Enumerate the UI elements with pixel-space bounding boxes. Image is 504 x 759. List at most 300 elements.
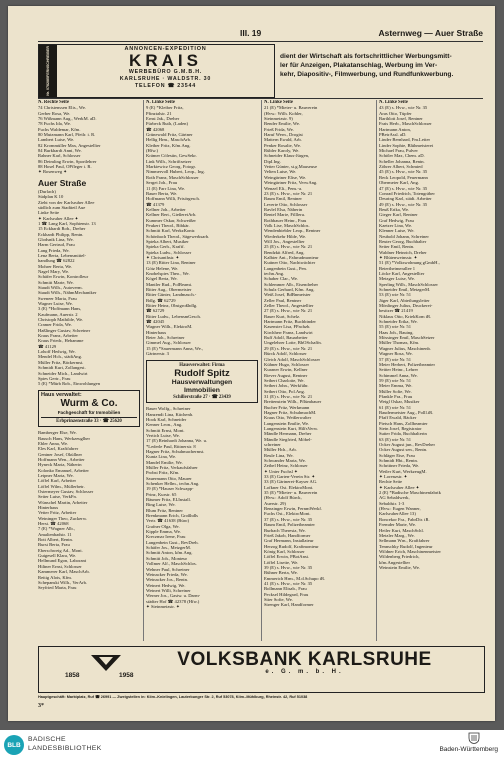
directory-entry: ☎ 42045 xyxy=(146,319,165,325)
directory-entry: Wendenbiebler Leop., Rentner xyxy=(264,228,321,234)
kraus-side-text-2: Nr. 0782/85 xyxy=(45,77,50,96)
directory-entry: 47 (E) s. Hvw., wie Nr. 35 xyxy=(379,185,428,191)
directory-entry: ✦ Chrisanthstr. ✦ xyxy=(146,254,180,260)
directory-entry: Kipple Emma, We. xyxy=(146,529,182,535)
coat-of-arms-icon xyxy=(468,732,480,744)
directory-entry: Benzinger Erwin, FernmWerkf. xyxy=(264,506,323,512)
directory-entry: Müller Thomas, Kfm. xyxy=(379,340,420,346)
kraus-advertisement xyxy=(38,44,275,98)
directory-entry: Pietsch Hans, Zollbeamter xyxy=(379,420,428,426)
street-section-heading: Auer Straße xyxy=(38,177,87,188)
directory-entry: Blum Fritz, Rentner xyxy=(146,507,183,513)
directory-entry: Volk Lise, MaschSchlos. xyxy=(264,222,310,228)
directory-entry: Seiter Emil, Rentn. xyxy=(379,244,415,250)
directory-entry: 74 Christenssen Elis., We. xyxy=(38,105,87,111)
directory-entry: Breitenstein Wilh., Pflümbauer xyxy=(264,399,322,405)
directory-entry: Seibert Charlotte, We. xyxy=(264,377,305,383)
directory-column-4 xyxy=(379,100,485,641)
directory-entry: Glodsnik Lina, We. xyxy=(38,236,74,242)
directory-entry: Weigl Oskar, Musiker xyxy=(379,399,420,405)
directory-entry: Seibert John., Werkführ. xyxy=(264,383,309,389)
directory-entry: Grafner Olga, We. xyxy=(146,523,180,529)
directory-entry: Hanzendi Lina, Küchenh. xyxy=(146,411,194,417)
section-rule xyxy=(38,98,483,99)
directory-entry: Sperling Wilh., MaschSchlosser xyxy=(379,281,438,287)
directory-entry: Schimmel Anna, We. xyxy=(379,372,418,378)
directory-entry: 76 Wißmann Aug., WerkM. aD. xyxy=(38,116,97,122)
directory-entry: Ritter Heinz, Obstgroßhdlg. xyxy=(146,303,198,309)
directory-entry: Schwander Maria, We. xyxy=(264,458,306,464)
directory-entry: (Hvw.: Eugen Wanner, xyxy=(379,506,421,512)
directory-entry: Nimmervoll Hubert, Leop., Ing. xyxy=(146,169,205,175)
directory-entry: Linder Sophie, Blühmeisterei xyxy=(379,142,434,148)
directory-entry: Bendzkit Alfred, Ang. xyxy=(264,249,305,255)
directory-entry: Fuchs Ost., ElektroMont. xyxy=(264,511,311,517)
blb-logo-icon[interactable]: BLB xyxy=(4,735,24,755)
directory-entry: Leverte Otto, Schlosser xyxy=(264,201,308,207)
spitz-advertisement xyxy=(146,360,258,404)
directory-entry: städter Hof ☎ 42378 (Hfw.) xyxy=(146,598,200,604)
directory-entry: Schaber Clar., We. xyxy=(264,276,299,282)
directory-entry: 17 (E) Reinhardt Johanna, We. u. xyxy=(146,438,208,444)
directory-entry: 45 (E) s. Hvw., wie Nr. 35 xyxy=(379,169,428,175)
directory-entry: ✦ Rosenweg ✦ xyxy=(38,169,68,175)
directory-entry: Schmitt Marie, We. xyxy=(38,279,74,285)
directory-entry: Kühner Hugo, Schlosser xyxy=(264,361,310,367)
directory-entry: (Hvw.: Adolf Bürck, xyxy=(264,495,302,501)
directory-entry: Mönlinger Julius, Druckerei- xyxy=(379,303,433,309)
directory-entry: Langenstein Emilie, We. xyxy=(264,420,310,426)
wurm-ad-line: Fachgeschäft für Immobilien xyxy=(57,409,121,415)
column-side-heading: N. Rechte Seite xyxy=(38,100,70,105)
directory-column-1 xyxy=(38,100,140,641)
kraus-line-3: WERBEBÜRO G.M.B.H. xyxy=(128,69,203,75)
directory-entry: Rothbauer Heinr., Frau xyxy=(264,217,307,223)
directory-entry: Auerstr. 29) xyxy=(264,500,286,506)
directory-entry: Reuter Georg, Buchhalter xyxy=(379,238,427,244)
directory-entry: Wagner Rosa, We. xyxy=(379,351,413,357)
directory-entry: 35 (E) *Mieter- u. Bauverein xyxy=(264,490,318,496)
directory-entry: Hellig Hrm., MaschArb. xyxy=(146,137,192,143)
directory-entry: Roth Franz, MaschSchlosser xyxy=(146,174,199,180)
directory-entry: 7 (E) *Wagner Alb., xyxy=(38,526,76,532)
directory-entry: Grünewald Fritz, Gärtner xyxy=(146,132,193,138)
volksbank-name: VOLKSBANK KARLSRUHE xyxy=(177,649,432,670)
directory-entry: Löffel Karl, Arbeiter xyxy=(38,478,77,484)
directory-entry: Schmidt Hbt., Rentn. xyxy=(379,458,418,464)
wurm-advertisement xyxy=(38,390,140,428)
directory-entry: Lenz Berta, Lebensmittel- xyxy=(38,252,87,258)
directory-entry: Mendel Hch., städtAng. xyxy=(38,354,83,360)
directory-entry: ☎ 42068 xyxy=(146,126,165,132)
directory-entry: Südplan K 10 xyxy=(38,194,64,200)
directory-entry: Löffel Lisette, We. xyxy=(264,559,299,565)
directory-entry: Lang Frieda, We. xyxy=(38,247,70,253)
volksbank-advertisement xyxy=(38,646,485,693)
directory-entry: Kuntz Lina, We. xyxy=(146,454,177,460)
directory-entry: Bott Albert, Rentn. xyxy=(38,537,73,543)
directory-entry: Hook Karl, Schneider xyxy=(146,416,187,422)
directory-entry: Vetter Günter, st.g.Mauseuse xyxy=(264,164,318,170)
directory-entry: Weinert Hedwig, We. xyxy=(146,582,186,588)
directory-entry: 27 (E) s. Hvw., wie Nr. 21 xyxy=(264,308,313,314)
page-number: III. 19 xyxy=(240,28,262,38)
directory-entry: Cramer Frida, We. xyxy=(38,322,72,328)
directory-entry: Hagner Fritz, SchuhmachM. xyxy=(264,409,317,415)
directory-entry: Ernst Jak., Dreher xyxy=(146,116,180,122)
volksbank-logo-icon xyxy=(91,655,121,671)
wurm-ad-name: Wurm & Co. xyxy=(60,397,118,409)
directory-entry: Schmidt Kurt, Zollangest. xyxy=(38,365,86,371)
directory-entry: 86 Deimling Erwin, Sportlehrer xyxy=(38,158,97,164)
directory-entry: Gieger Karl, Rentner xyxy=(379,212,418,218)
directory-entry: Rahner Karl, Schlosser xyxy=(38,153,81,159)
directory-entry: Linder Bernhard, Fm.Leiter xyxy=(379,137,431,143)
directory-entry: Kuraner Erwin, Kellner xyxy=(264,367,308,373)
kraus-line-1: ANNONCEN-EXPEDITION xyxy=(124,46,207,52)
directory-entry: (Durlach) xyxy=(38,188,56,194)
directory-entry: Schäfer Jos., MetzgerM. xyxy=(146,545,192,551)
directory-entry: Conrad Friedrich, Totengräber xyxy=(379,190,435,196)
directory-entry: Hoffmann Wen., Arbeiter xyxy=(38,456,85,462)
directory-entry: Krämer Cölestin, GewSekr. xyxy=(146,153,197,159)
directory-entry: 41 (E) s. Hvw., wie Nr. 35 xyxy=(264,580,313,586)
directory-entry: Hinterhaus xyxy=(146,329,167,335)
directory-entry: PBetrAssl. aD. xyxy=(379,132,407,138)
wurm-ad-line: Haus verwaltet: xyxy=(41,391,82,398)
directory-entry: Weiler Kurt, WerkzeugM. xyxy=(379,468,427,474)
directory-entry: handlung ☎ 62822 xyxy=(38,258,75,264)
directory-entry: Zeller Paul, Rentner xyxy=(264,297,302,303)
spitz-ad-name: Rudolf Spitz xyxy=(174,367,230,379)
directory-entry: Beck Leopold, Feuermann xyxy=(379,174,428,180)
directory-entry: Burst Berta, Frau xyxy=(38,542,70,548)
directory-entry: Rechte Seite xyxy=(379,479,403,485)
directory-entry: Bauer Berta, We. xyxy=(146,190,178,196)
directory-entry: Ebler Anna, We. xyxy=(38,440,69,446)
directory-entry: Langenbein Gust., RevDreh. xyxy=(146,539,199,545)
directory-entry: Ritter Günter, Landmasch.- xyxy=(146,292,197,298)
kraus-side-bar xyxy=(39,45,57,97)
directory-entry: Riever August, Rentner xyxy=(264,372,308,378)
directory-entry: Ritter Ludw., LebensmGesch. xyxy=(146,313,201,319)
directory-entry: 78 Fuchs Ida, We. xyxy=(38,121,72,127)
directory-entry: Gentner Josef, Oküllner xyxy=(38,451,83,457)
directory-entry: Staudt Wilh., NähmMechaniker xyxy=(38,290,97,296)
directory-entry: Tennschky Rudolf, Ingenieur xyxy=(379,543,433,549)
column-divider xyxy=(376,100,377,641)
directory-entry: Seyfried Marta, Frau xyxy=(38,585,77,591)
directory-page xyxy=(8,6,495,721)
directory-entry: Lohoff Hedwig, We. xyxy=(38,349,76,355)
directory-entry: Vertich Luise, We. xyxy=(146,432,180,438)
directory-entry: 80 Mutzmann Karl, Pfeilr. i. R. xyxy=(38,132,96,138)
library-footer-bar xyxy=(0,730,504,759)
directory-entry: Sergei Joh., Frau xyxy=(146,180,178,186)
directory-entry: Baudermeister Aug., Polll.iR. xyxy=(379,409,434,415)
directory-entry: Boncekor Fra., FabrDir. iR. xyxy=(379,516,430,522)
directory-entry: Bühner Berta, We. xyxy=(264,570,298,576)
directory-entry: Ostermeyer Gustav, Schlosser xyxy=(38,489,94,494)
directory-entry: Weinacker Frieda, We. xyxy=(146,571,188,577)
directory-entry: ✦ Unter Fuchsl ✦ xyxy=(264,468,298,474)
directory-entry: Herst. ☎ 42068 xyxy=(38,521,69,527)
directory-entry: Spieka Gerh., Kraftf. xyxy=(146,244,185,250)
directory-entry: Rübler Karoly, We. xyxy=(264,148,300,154)
directory-entry: KarlsruherAllee 13) xyxy=(379,511,416,517)
directory-entry: Probst Fritz, Kfm. xyxy=(146,470,180,476)
directory-entry: Steinmetzstr. 9) xyxy=(264,116,293,122)
directory-entry: Metzger Luise, We. xyxy=(379,276,416,282)
directory-entry: 33 (E) Garten-Verein Str. ✦ xyxy=(264,474,316,480)
directory-entry: Meier Herbert, Polizeibeamter xyxy=(379,361,435,367)
directory-entry: Haruf Wern., Drogist xyxy=(264,132,303,138)
directory-column-3 xyxy=(264,100,373,641)
directory-entry: 3 (E) *Hoffmann Hans, xyxy=(38,306,82,312)
directory-entry: Penker Rosalie, We. xyxy=(264,142,302,148)
directory-entry: Markiewicz Georg, Fotogr. xyxy=(146,164,196,170)
volksbank-legal-form: e. G. m. b. H. xyxy=(265,669,344,675)
directory-entry: Wagner Wilh., ElektroM. xyxy=(146,324,193,330)
directory-entry: Schneider Mich., Landwirt xyxy=(38,370,88,376)
directory-entry: Götz Helene, We. xyxy=(146,265,179,271)
directory-entry: Sebaldstr. 1-3 xyxy=(379,500,405,506)
directory-entry: Wünschel Martin, Arbeiter xyxy=(38,499,88,505)
directory-entry: Meier Emma, We. xyxy=(379,383,413,389)
directory-entry: Bdlg. ☎ 62729 xyxy=(146,297,176,303)
directory-entry: 84 Burkhardt Anni, We. xyxy=(38,148,82,154)
directory-entry: Vollmer Alf., MaschSchlos. xyxy=(146,561,197,567)
directory-entry: Ungelehrer Lotte, BbOSchaffn. xyxy=(264,340,322,346)
directory-entry: Bürck Adolf, Schlosser xyxy=(264,351,307,357)
directory-entry: Wenzel Eli., Pens.-a. xyxy=(264,185,303,191)
directory-entry: Spieka Albert, Musiker xyxy=(146,238,189,244)
directory-entry: Bender Emilie, We. xyxy=(264,121,301,127)
directory-entry: Eckhardt Philipp, Rentn. xyxy=(38,231,84,237)
directory-entry: Vetter Fritz, Arbeiter xyxy=(38,510,77,516)
directory-entry: Kenner Leon., Ang. xyxy=(146,422,183,428)
directory-entry: Schöler Max, Chem. aD. xyxy=(379,153,425,159)
directory-entry: besitzer ☎ 21419 xyxy=(379,308,413,314)
directory-entry: 19 (E) *Hauser Schwapp- xyxy=(146,486,194,492)
directory-entry: Schmitt Ernst, Mont. xyxy=(146,427,185,433)
ad-text-line: kehr, Diapositiv-, Filmwerbung, und Rundfunkwerbung. xyxy=(280,71,454,78)
directory-entry: Nagel Mary, We. xyxy=(38,268,70,274)
library-name[interactable] xyxy=(28,736,102,753)
column-divider xyxy=(143,100,144,641)
directory-entry: Spieka Ludw., Schlosser xyxy=(146,249,192,255)
directory-entry: Beuß Erika, We. xyxy=(379,206,410,212)
directory-entry: Lofkner Ost. ElektroMont. xyxy=(264,484,314,490)
directory-entry: 88 Hosel Paul, OPfleger i. R. xyxy=(38,164,92,170)
state-name[interactable]: Baden-Württemberg xyxy=(439,746,498,753)
directory-entry: Müller Sofie, We. xyxy=(379,388,412,394)
directory-entry: kfm.Angestellter xyxy=(379,559,410,565)
directory-entry: Vertr. ☎ 41638 (Büro) xyxy=(146,518,189,524)
directory-entry: Hagner Fritz, Schuhmachermst. xyxy=(146,448,205,454)
directory-entry: Sutter Frida, Buchhalterin xyxy=(379,431,427,437)
directory-entry: Jäger Karl, Abteilungsleiter xyxy=(379,297,430,303)
directory-entry: Prinz, Kurstr. 65 xyxy=(146,491,177,497)
directory-entry: Kraus Friedr., Hebamme xyxy=(38,338,84,344)
directory-entry: Neubold Johann, Schreiner xyxy=(379,233,429,239)
directory-entry: Ruff Adolf, Bauarbeiter xyxy=(264,335,308,341)
directory-entry: ☎ 62729 xyxy=(146,308,165,314)
directory-entry: 13 (E) Ritter Lina, Rentner xyxy=(146,260,196,266)
directory-entry: 9 (E) *Kleiber Fritz, xyxy=(146,105,184,111)
directory-entry: Ravlel Elsa, Näherin xyxy=(264,206,303,212)
kraus-name: KRAIS xyxy=(129,51,202,70)
directory-entry: Klenner Luise, We. xyxy=(379,228,415,234)
directory-entry: Wehner Paul, Schreiner xyxy=(146,566,190,572)
directory-entry: Pfinztalstr. 21 xyxy=(146,110,172,116)
directory-entry: Graf Hermann, Installateur xyxy=(264,538,314,544)
directory-entry: Michael Frau, Pulver xyxy=(379,148,418,154)
directory-entry: Hellmund Egon, Laborant xyxy=(38,558,87,564)
directory-entry: Gerber Rosa, We. xyxy=(38,110,71,116)
directory-entry: 33 (E) Gärtnerei-Kayser AG. xyxy=(264,479,318,485)
directory-entry: Zieht von der Karlsruher Allee xyxy=(38,199,95,205)
directory-entry: Link Wilh., Schriftsetzer xyxy=(146,158,192,164)
directory-entry: ✦ Lorenzstr. ✦ xyxy=(379,474,408,480)
directory-entry: Stein Josef, Registrator xyxy=(379,425,422,431)
directory-entry: 29 (E) s. Hvw., wie Nr. 21 xyxy=(264,345,313,351)
directory-entry: Löcke Karl, Angestellter xyxy=(379,271,425,276)
directory-entry: Frieß Jakob, Handformer xyxy=(264,532,311,538)
directory-entry: Heiler Kurt, MaschSchl. xyxy=(379,527,424,533)
directory-entry: Kummer Oskar, Schweißer xyxy=(146,217,196,223)
directory-entry: 31 (E) s. Hvw., wie Nr. 21 xyxy=(264,393,313,399)
directory-entry: Gimmel Aug., Schlosser xyxy=(146,340,191,346)
directory-entry: Zeibel Heinz, Schlosser xyxy=(264,463,308,469)
directory-entry: Langenbein Gust., Pen. xyxy=(264,265,307,271)
directory-entry: Eberschweig Ad., Mont. xyxy=(38,547,83,553)
directory-entry: Wagner Luise, We. xyxy=(38,301,73,307)
directory-entry: Müller Fritz, Verkaufsfahrer xyxy=(146,464,198,470)
directory-entry: Kirchherr Franz, Landwirt xyxy=(264,329,313,335)
directory-entry: Ocker August jun., RevDreher xyxy=(379,442,436,447)
directory-entry: Beier Joh., Schreiner xyxy=(146,335,185,341)
directory-entry: Kuttner Otto, Nachtwächter xyxy=(264,260,316,266)
ad-text-line: dient der Wirtschaft als fortschrittlicher Werbungsmitt- xyxy=(280,53,452,60)
directory-entry: Eles Karl, Kraftfahrer xyxy=(38,446,79,452)
directory-entry: Seitter Heinr., Lehrer xyxy=(379,367,419,373)
directory-entry: Zeller Theod., Angestellter xyxy=(264,303,314,309)
directory-entry: Werner Jos., Gastw. u. Darm- xyxy=(146,593,201,599)
directory-entry: Beiertheimerallee 1 xyxy=(379,265,416,271)
directory-entry: Niklaus Otto, KriekKom iR. xyxy=(379,313,432,319)
directory-entry: Weingärtner Elise, We. xyxy=(264,174,307,180)
directory-entry: Kammerer Karl, MaschArb. xyxy=(38,569,90,575)
directory-entry: ✦ Steinmetzstr. ✦ xyxy=(146,603,180,609)
directory-entry: Mattern Ewald, Arb. xyxy=(264,137,302,143)
directory-entry: Sauermann Otto, Maurer xyxy=(146,475,192,481)
directory-entry: Schepanski Wilh., VerArb. xyxy=(38,579,88,585)
directory-entry: Bausch Hans, Werkzeuglher xyxy=(38,435,90,441)
directory-entry: Lambert Luise, We. xyxy=(38,137,75,143)
column-divider xyxy=(261,100,262,641)
directory-entry: Bauer Wolfg., Schreiner xyxy=(146,406,191,412)
spitz-ad-line: Hausverwaltet: Firma xyxy=(179,362,225,368)
directory-entry: Fuchs Waldemar, Kfm. xyxy=(38,126,81,132)
directory-entry: südlich zum Stadtteil Aue xyxy=(38,204,86,210)
directory-entry: Bucher Fritz, Werkmann xyxy=(264,404,310,410)
directory-entry: Deuring Karl, städt. Arbeiter xyxy=(379,196,432,202)
directory-entry: Pecksel Hildegard, Frau xyxy=(264,591,309,597)
directory-entry: Schneider Klaus-Jürgen, xyxy=(264,153,310,159)
directory-entry: Bollmann Elisab., Frau xyxy=(264,586,307,592)
directory-entry: Knobelspies Theo., We. xyxy=(146,271,190,276)
directory-entry: Ocker August sen., Rentn. xyxy=(379,447,428,453)
directory-entry: Kasenster Lisa, FPachzb. xyxy=(264,324,311,330)
directory-entry: Sellmann Wrn., Kraftfahrer xyxy=(379,538,430,544)
directory-entry: Weinert Willi, Schreiner xyxy=(146,587,191,593)
directory-entry: Mändle Siegfried, Möbel- xyxy=(264,436,312,442)
directory-entry: 5 (E) *Mürb Rob., Einwohlungen xyxy=(38,381,101,387)
directory-column-2 xyxy=(146,100,258,641)
directory-entry: Barthlott Josef, Rentner xyxy=(379,116,423,122)
directory-entry: Schenker Hellm., techn.Ang. xyxy=(146,481,200,486)
kraus-line-5: TELEFON ☎ 23544 xyxy=(135,83,196,89)
directory-entry: Weinstein Emilie, We. xyxy=(379,564,421,570)
directory-entry: Kellner Joh., Arbeiter xyxy=(146,206,186,212)
directory-entry: Kraus Otto, Weißerwalter xyxy=(264,415,312,421)
library-name-line-2: LANDESBIBLIOTHEK xyxy=(28,744,102,752)
directory-entry: 57 (E) wie Nr. 51 xyxy=(379,356,412,362)
directory-entry: Amalienbadstr. 11 xyxy=(38,531,72,537)
footer-mark: 3* xyxy=(38,703,44,709)
directory-entry: 55 (E) wie Nr. 51 xyxy=(379,324,412,330)
directory-entry: Schlemmer Alb., Eisendreher xyxy=(264,281,319,287)
directory-entry: Strenger Karl, Handformer xyxy=(264,602,314,608)
directory-entry: Schrittner Frieda, We. xyxy=(379,463,420,469)
directory-entry: Fürbeck Ruth, (Laden) xyxy=(146,121,188,127)
directory-entry: Haßlinger Gustav, Schreiner xyxy=(38,327,91,333)
directory-entry: Kreczmar Irene, Frau xyxy=(146,534,186,540)
directory-entry: Schmitt Karl, WerkzKontr. xyxy=(146,228,196,234)
directory-entry: (Hvw.: Wilh. Kohler, xyxy=(264,110,303,116)
directory-entry: Pfankle Fra., Frau xyxy=(379,393,413,399)
spitz-ad-line: Hausverwaltungen xyxy=(171,378,233,386)
directory-entry: Schulz Gerhard, Kfm. Ang. xyxy=(264,287,315,293)
directory-entry: Kögel Berta, We. xyxy=(146,276,178,282)
directory-entry: Löffel Erwin, PBotAnst. xyxy=(264,554,310,560)
directory-entry: Schmitt Anton, kfm.Ang. xyxy=(146,550,193,556)
directory-entry: Sweneer Maria, Frau xyxy=(38,295,77,301)
directory-entry: Wagner Julius, Maschinenb. xyxy=(379,345,431,351)
directory-entry: Kalbier Ant., Fahrradmonteur xyxy=(264,254,319,260)
directory-entry: Kraus Franz, Arbeiter xyxy=(38,333,78,339)
directory-entry: Weingärtner Fritz, VerwAng. xyxy=(264,180,318,186)
directory-entry: ☎ 41129 xyxy=(38,343,57,349)
directory-entry: techn.Ang. xyxy=(264,271,285,276)
directory-entry: ☎ 41379 xyxy=(146,201,165,207)
directory-entry: Wiederkehr Hilde, We. xyxy=(264,233,307,239)
directory-entry: Kaetzer Lina, We. xyxy=(379,222,413,228)
directory-entry: Peukert Theod., Bibkär. xyxy=(146,222,190,228)
directory-entry: Baum Emil, Polizeibeamter xyxy=(264,522,315,528)
directory-entry: Fremder Marie, We. xyxy=(379,522,417,528)
directory-entry: (Hfw.) xyxy=(146,148,159,154)
directory-entry: DipI.Ing. xyxy=(264,158,281,164)
directory-entry: Baum Emil, Rentner xyxy=(264,196,302,202)
directory-entry: Kleiber Fritz, Kfm.Ang. xyxy=(146,142,191,148)
directory-entry: 51 (E) *Volkswohnung gGmbH., xyxy=(379,260,440,266)
directory-entry: *Lederle Paul, Rittnerstr. 8 xyxy=(146,443,196,449)
directory-entry: Haas Joh., Bauing. xyxy=(379,329,414,335)
directory-entry: Bauer Kurt, Schelz. xyxy=(264,313,301,319)
directory-entry: 15 Eckhardt Rob., Dreher xyxy=(38,226,86,232)
